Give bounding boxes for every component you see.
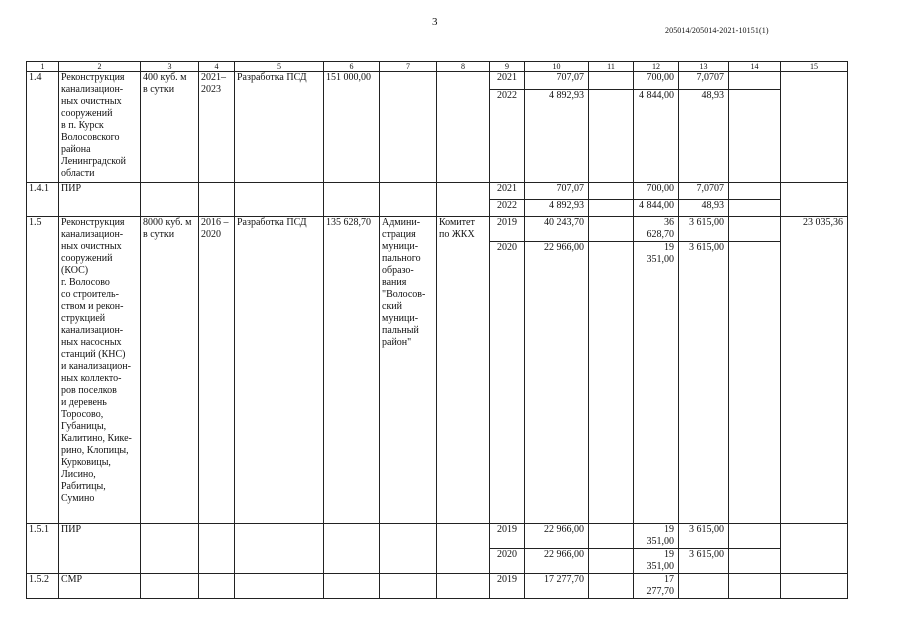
estimated-cost: 151 000,00 [324,72,380,183]
estimated-cost [324,183,380,217]
other-amount [729,242,781,524]
federal-amount [589,524,634,549]
col-header: 10 [525,62,589,72]
regional-amount: 19 351,00 [634,524,679,549]
responsible: Комитет по ЖКХ [437,217,490,524]
remainder [781,524,848,574]
regional-amount: 4 844,00 [634,200,679,217]
col-header: 6 [324,62,380,72]
regional-amount: 17 277,70 [634,574,679,599]
regional-amount: 700,00 [634,72,679,90]
col-header: 7 [380,62,437,72]
total-amount: 22 966,00 [525,242,589,524]
capacity [141,574,199,599]
stage [235,524,324,574]
year: 2020 [490,242,525,524]
other-amount [729,217,781,242]
remainder [781,183,848,217]
period [199,524,235,574]
estimated-cost [324,574,380,599]
year: 2021 [490,183,525,200]
row-number: 1.4 [27,72,59,183]
local-amount: 48,93 [679,200,729,217]
col-header: 14 [729,62,781,72]
local-amount [679,574,729,599]
federal-amount [589,200,634,217]
remainder [781,574,848,599]
customer [380,574,437,599]
total-amount: 707,07 [525,183,589,200]
row-number: 1.5.2 [27,574,59,599]
federal-amount [589,72,634,90]
capacity [141,183,199,217]
federal-amount [589,90,634,183]
federal-amount [589,183,634,200]
responsible [437,524,490,574]
col-header: 2 [59,62,141,72]
stage [235,183,324,217]
col-header: 13 [679,62,729,72]
row-number: 1.5.1 [27,524,59,574]
regional-amount: 700,00 [634,183,679,200]
other-amount [729,574,781,599]
object-name: ПИР [59,183,141,217]
total-amount: 40 243,70 [525,217,589,242]
col-header: 3 [141,62,199,72]
customer: Админи- страция муници- пального образо- вания "Волосов- ский муници- пальный район" [380,217,437,524]
total-amount: 4 892,93 [525,200,589,217]
table-row [27,72,848,90]
remainder [781,72,848,183]
estimated-cost: 135 628,70 [324,217,380,524]
year: 2022 [490,200,525,217]
row-number: 1.5 [27,217,59,524]
total-amount: 22 966,00 [525,549,589,574]
regional-amount: 19 351,00 [634,549,679,574]
stage [235,574,324,599]
stage: Разработка ПСД [235,217,324,524]
col-header: 8 [437,62,490,72]
col-header: 9 [490,62,525,72]
document-code: 205014/205014-2021-10151(1) [665,26,769,35]
total-amount: 707,07 [525,72,589,90]
table-row [27,524,848,549]
other-amount [729,183,781,200]
federal-amount [589,549,634,574]
stage: Разработка ПСД [235,72,324,183]
year: 2019 [490,217,525,242]
customer [380,524,437,574]
responsible [437,72,490,183]
col-header: 11 [589,62,634,72]
year: 2021 [490,72,525,90]
period [199,183,235,217]
col-header: 1 [27,62,59,72]
local-amount: 7,0707 [679,72,729,90]
local-amount: 3 615,00 [679,524,729,549]
period [199,574,235,599]
col-header: 12 [634,62,679,72]
other-amount [729,90,781,183]
program-table [26,61,848,599]
column-number-row [27,62,848,72]
page-number: 3 [432,16,438,28]
object-name: СМР [59,574,141,599]
regional-amount: 19 351,00 [634,242,679,524]
customer [380,72,437,183]
customer [380,183,437,217]
table-row [27,574,848,599]
responsible [437,574,490,599]
row-number: 1.4.1 [27,183,59,217]
object-name: ПИР [59,524,141,574]
federal-amount [589,242,634,524]
local-amount: 3 615,00 [679,217,729,242]
federal-amount [589,574,634,599]
col-header: 15 [781,62,848,72]
year: 2022 [490,90,525,183]
capacity: 8000 куб. м в сутки [141,217,199,524]
other-amount [729,200,781,217]
capacity: 400 куб. м в сутки [141,72,199,183]
year: 2019 [490,574,525,599]
federal-amount [589,217,634,242]
capacity [141,524,199,574]
local-amount: 3 615,00 [679,242,729,524]
period: 2021– 2023 [199,72,235,183]
col-header: 5 [235,62,324,72]
estimated-cost [324,524,380,574]
object-name: Реконструкция канализацион- ных очистных сооружений (КОС) г. Волосово со строитель- ством и рекон- струкцией канализацион- ных насосных станций (КНС) и канализацион- ных коллекто- ров поселков и деревень Торосово, Губаницы, Калитино, Кике- рино, Клопицы, Курковицы, Лисино, Рабитицы, Сумино [59,217,141,524]
regional-amount: 36 628,70 [634,217,679,242]
year: 2020 [490,549,525,574]
period: 2016 – 2020 [199,217,235,524]
other-amount [729,524,781,549]
year: 2019 [490,524,525,549]
local-amount: 7,0707 [679,183,729,200]
other-amount [729,549,781,574]
remainder: 23 035,36 [781,217,848,524]
responsible [437,183,490,217]
total-amount: 22 966,00 [525,524,589,549]
object-name: Реконструкция канализацион- ных очистных сооружений в п. Курск Волосовского района Ленинградской области [59,72,141,183]
local-amount: 48,93 [679,90,729,183]
table-row [27,217,848,242]
total-amount: 17 277,70 [525,574,589,599]
total-amount: 4 892,93 [525,90,589,183]
local-amount: 3 615,00 [679,549,729,574]
regional-amount: 4 844,00 [634,90,679,183]
table-row [27,183,848,200]
other-amount [729,72,781,90]
col-header: 4 [199,62,235,72]
